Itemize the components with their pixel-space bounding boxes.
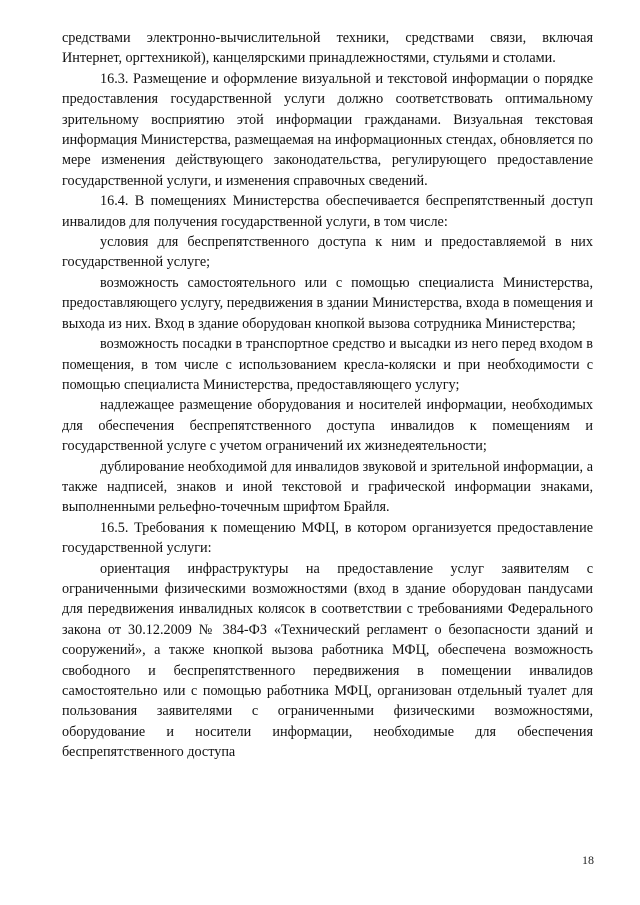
page-number: 18 (582, 853, 594, 867)
paragraph-16-3: 16.3. Размещение и оформление визуальной и текстовой информации о порядке предоставления государственной услуги должно соответствовать оптимальному зрительному восприятию этой информации гражданами. Визуальная текстовая информация Министерства, размещаемая на информационных стендах, обновляется по мере изменения действующего законодательства, регулирующего предоставление государственной услуги, и изменения справочных сведений. (62, 70, 593, 189)
list-item-mfc-infrastructure: ориентация инфраструктуры на предоставление услуг заявителям с ограниченными физическими возможностями (вход в здание оборудован пандусами для передвижения инвалидных колясок в соответствии с требованиями Федерального закона от 30.12.2009 № 384-ФЗ «Технический регламент о безопасности зданий и сооружений», а также кнопкой вызова работника МФЦ, обеспечена возможность свободного и беспрепятственного передвижения в помещении инвалидов самостоятельно или с помощью работника МФЦ, организован отдельный туалет для пользования заявителями с ограниченными физическими возможностями, оборудование и носители информации, необходимые для обеспечения беспрепятственного доступа (62, 560, 593, 761)
list-item-transport: возможность посадки в транспортное средство и высадки из него перед входом в помещения, в том числе с использованием кресла-коляски и при необходимости с помощью специалиста Министерства, предоставляющего услугу; (62, 336, 593, 393)
paragraph-16-5: 16.5. Требования к помещению МФЦ, в котором организуется предоставление государственной услуги: (62, 519, 593, 557)
document-page (62, 28, 593, 763)
paragraph-16-4: 16.4. В помещениях Министерства обеспечивается беспрепятственный доступ инвалидов для получения государственной услуги, в том числе: (62, 193, 593, 230)
list-item-access-conditions: условия для беспрепятственного доступа к ним и предоставляемой в них государственной услуге; (62, 234, 593, 271)
list-item-braille: дублирование необходимой для инвалидов звуковой и зрительной информации, а также надписей, знаков и иной текстовой и графической информации знаками, выполненными рельефно-точечным шрифтом Брайля. (62, 458, 593, 516)
list-item-movement: возможность самостоятельного или с помощью специалиста Министерства, предоставляющего услугу, передвижения в здании Министерства, входа в помещения и выхода из них. Вход в здание оборудован кнопкой вызова сотрудника Министерства; (62, 274, 593, 332)
list-item-equipment: надлежащее размещение оборудования и носителей информации, необходимых для обеспечения беспрепятственного доступа инвалидов к помещениям и государственной услуге с учетом ограничений их жизнедеятельности; (62, 397, 593, 455)
paragraph-1: средствами электронно-вычислительной техники, средствами связи, включая Интернет, оргтехникой), канцелярскими принадлежностями, стульями и столами. (62, 30, 593, 67)
